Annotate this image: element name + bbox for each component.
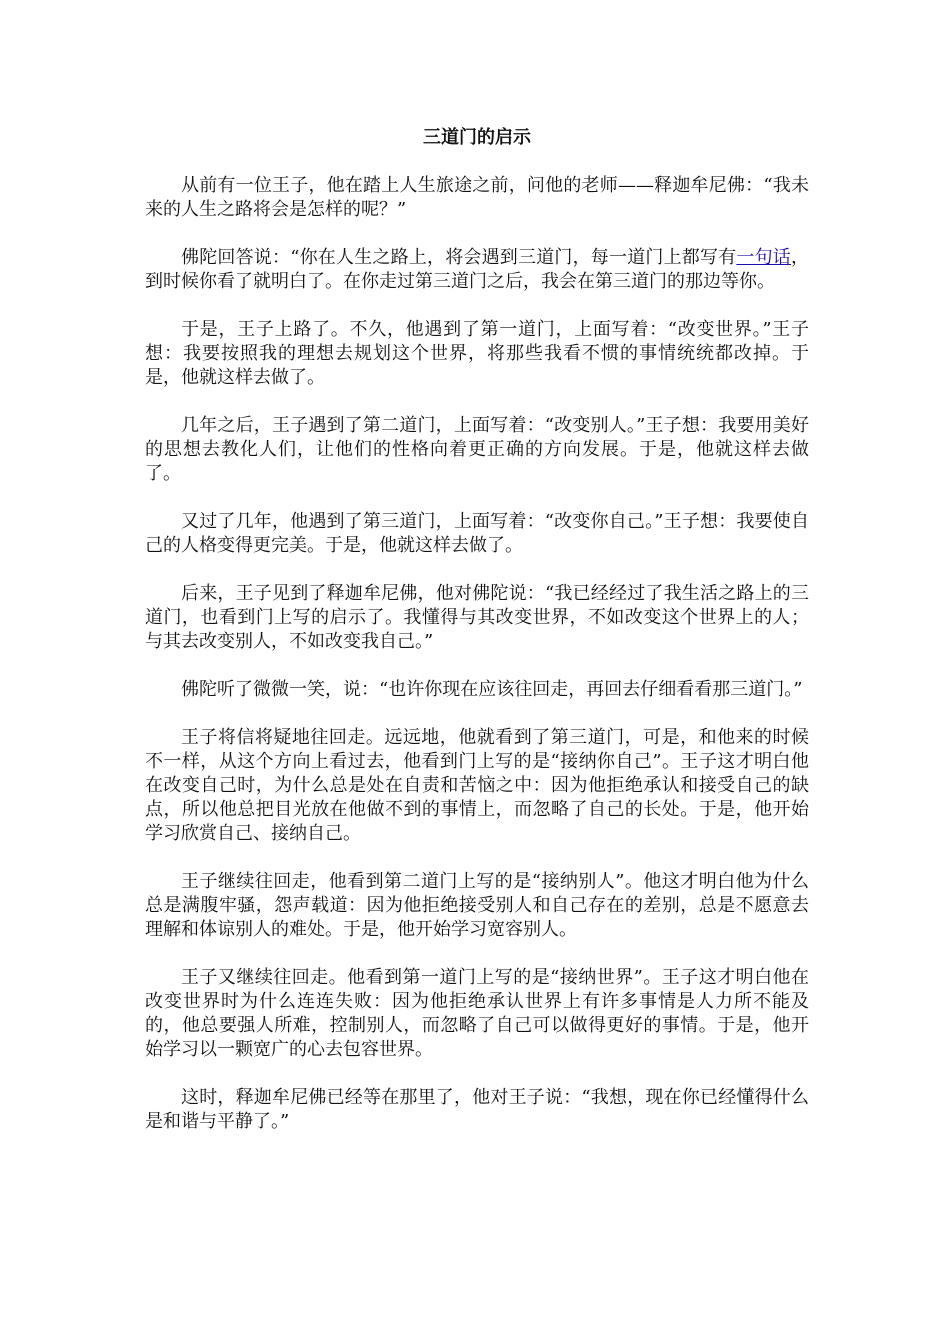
paragraph: 王子又继续往回走。他看到第一道门上写的是“接纳世界”。王子这才明白他在改变世界时为什么连连失败：因为他拒绝承认世界上有许多事情是人力所不能及的，他总要强人所难，控制别人，而忽略了自己可以做得更好的事情。于是，他开始学习以一颗宽广的心去包容世界。 bbox=[145, 967, 809, 1060]
paragraph: 这时，释迦牟尼佛已经等在那里了，他对王子说：“我想，现在你已经懂得什么是和谐与平静了。” bbox=[145, 1087, 809, 1132]
paragraph: 从前有一位王子，他在踏上人生旅途之前，问他的老师——释迦牟尼佛：“我未来的人生之路将会是怎样的呢？” bbox=[145, 175, 809, 220]
paragraph-text: ，到时候你看了就明白了。在你走过第三道门之后，我会在第三道门的那边等你。 bbox=[145, 247, 810, 292]
inline-link[interactable]: 一句话 bbox=[736, 247, 792, 268]
paragraph: 佛陀听了微微一笑，说：“也许你现在应该往回走，再回去仔细看看那三道门。” bbox=[181, 679, 803, 700]
paragraph: 后来，王子见到了释迦牟尼佛，他对佛陀说：“我已经经过了我生活之路上的三道门，也看到门上写的启示了。我懂得与其改变世界，不如改变这个世界上的人；与其去改变别人，不如改变我自己。” bbox=[145, 583, 809, 652]
paragraph: 又过了几年，他遇到了第三道门，上面写着：“改变你自己。”王子想：我要使自己的人格变得更完美。于是，他就这样去做了。 bbox=[145, 511, 809, 556]
paragraph: 几年之后，王子遇到了第二道门，上面写着：“改变别人。”王子想：我要用美好的思想去教化人们，让他们的性格向着更正确的方向发展。于是，他就这样去做了。 bbox=[145, 415, 809, 484]
document-page bbox=[145, 124, 809, 1158]
paragraph: 王子继续往回走，他看到第二道门上写的是“接纳别人”。他这才明白他为什么总是满腹牢骚，怨声载道：因为他拒绝接受别人和自己存在的差别，总是不愿意去理解和体谅别人的难处。于是，他开始学习宽容别人。 bbox=[145, 871, 809, 940]
document-title: 三道门的启示 bbox=[423, 127, 531, 148]
paragraph-with-link bbox=[145, 246, 809, 294]
paragraph-text: 佛陀回答说：“你在人生之路上，将会遇到三道门，每一道门上都写有 bbox=[181, 247, 737, 268]
paragraph: 于是，王子上路了。不久，他遇到了第一道门，上面写着：“改变世界。”王子想：我要按照我的理想去规划这个世界，将那些我看不惯的事情统统都改掉。于是，他就这样去做了。 bbox=[145, 319, 809, 388]
paragraph: 王子将信将疑地往回走。远远地，他就看到了第三道门，可是，和他来的时候不一样，从这个方向上看过去，他看到门上写的是“接纳你自己”。王子这才明白他在改变自己时，为什么总是处在自责和苦恼之中：因为他拒绝承认和接受自己的缺点，所以他总把目光放在他做不到的事情上，而忽略了自己的长处。于是，他开始学习欣赏自己、接纳自己。 bbox=[145, 727, 809, 844]
